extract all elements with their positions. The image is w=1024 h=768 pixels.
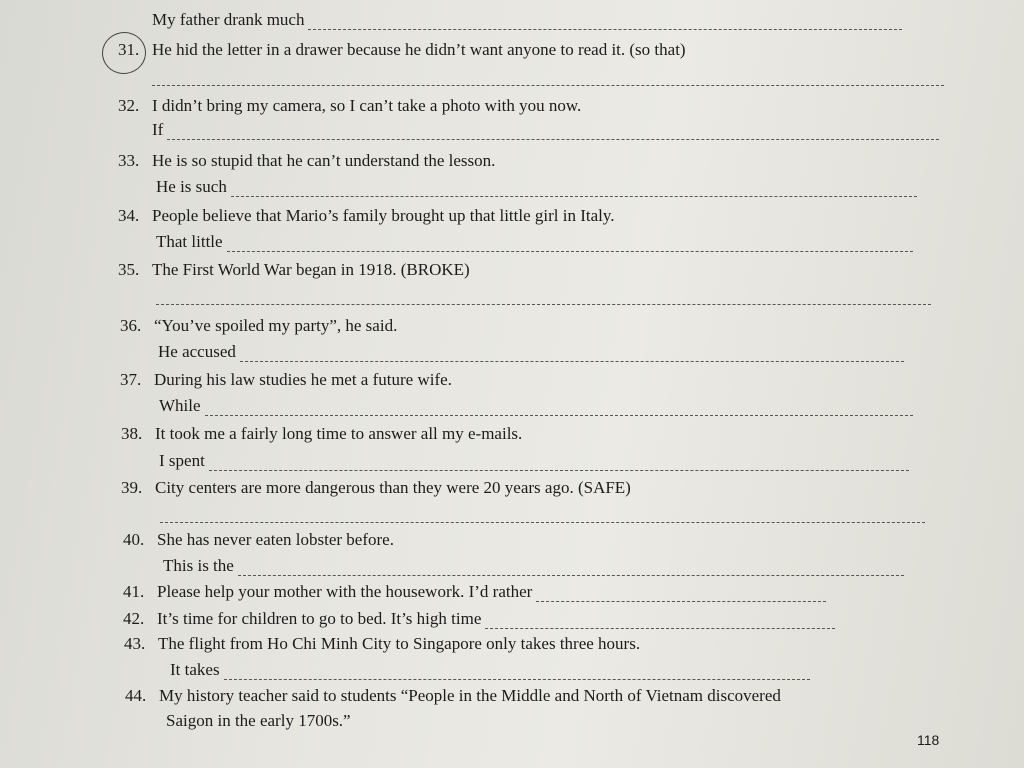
answer-blank[interactable]	[308, 13, 902, 30]
answer-line	[163, 556, 904, 576]
question-31	[118, 40, 686, 60]
prompt-text: This is the	[163, 556, 234, 575]
question-number: 31.	[118, 40, 140, 59]
question-number: 36.	[120, 316, 142, 335]
answer-blank[interactable]	[240, 345, 904, 362]
question-text: During his law studies he met a future wife.	[154, 370, 452, 389]
answer-blank[interactable]	[485, 612, 835, 629]
question-38	[121, 424, 522, 444]
question-number: 39.	[121, 478, 143, 497]
answer-line	[156, 177, 917, 197]
question-number: 33.	[118, 151, 140, 170]
answer-line	[156, 232, 913, 252]
question-text: It’s time for children to go to bed. It’s high time	[157, 609, 482, 628]
answer-blank[interactable]	[231, 180, 917, 197]
question-text: Please help your mother with the housework. I’d rather	[157, 582, 533, 601]
question-35	[118, 260, 470, 280]
question-text: I didn’t bring my camera, so I can’t take a photo with you now.	[152, 96, 582, 115]
prompt-text: While	[159, 396, 201, 415]
question-39	[121, 478, 631, 498]
answer-blank[interactable]	[205, 399, 913, 416]
answer-line	[152, 10, 902, 30]
question-text: He is so stupid that he can’t understand the lesson.	[152, 151, 496, 170]
question-text: My history teacher said to students “People in the Middle and North of Vietnam discovered	[159, 686, 781, 705]
question-44-continued	[166, 711, 351, 731]
question-text: It took me a fairly long time to answer all my e-mails.	[155, 424, 523, 443]
question-43	[124, 634, 640, 654]
prompt-text: He is such	[156, 177, 227, 196]
prompt-text: He accused	[158, 342, 236, 361]
question-text: He hid the letter in a drawer because he didn’t want anyone to read it. (so that)	[152, 40, 686, 59]
answer-line	[159, 451, 909, 471]
page-number: 118	[917, 732, 940, 748]
prompt-text: I spent	[159, 451, 205, 470]
answer-blank[interactable]	[167, 123, 939, 140]
question-number: 34.	[118, 206, 140, 225]
question-text: “You’ve spoiled my party”, he said.	[154, 316, 398, 335]
question-text: The First World War began in 1918. (BROKE)	[152, 260, 470, 279]
answer-blank[interactable]	[227, 235, 913, 252]
question-number: 43.	[124, 634, 146, 653]
question-text: She has never eaten lobster before.	[157, 530, 394, 549]
question-text: The flight from Ho Chi Minh City to Singapore only takes three hours.	[158, 634, 641, 653]
prompt-text: That little	[156, 232, 223, 251]
question-text: City centers are more dangerous than they were 20 years ago. (SAFE)	[155, 478, 631, 497]
question-number: 41.	[123, 582, 145, 601]
question-33	[118, 151, 495, 171]
question-number: 37.	[120, 370, 142, 389]
question-40	[123, 530, 394, 550]
question-number: 44.	[125, 686, 147, 705]
prompt-text: It takes	[170, 660, 220, 679]
answer-line	[170, 660, 810, 680]
prompt-text: If	[152, 120, 164, 139]
question-41	[123, 582, 826, 602]
question-text: People believe that Mario’s family brought up that little girl in Italy.	[152, 206, 615, 225]
question-number: 35.	[118, 260, 140, 279]
answer-blank[interactable]	[209, 454, 909, 471]
question-32	[118, 96, 581, 116]
question-37	[120, 370, 452, 390]
question-number: 42.	[123, 609, 145, 628]
question-text: Saigon in the early 1700s.”	[166, 711, 351, 730]
question-42	[123, 609, 835, 629]
question-36	[120, 316, 397, 336]
question-number: 32.	[118, 96, 140, 115]
answer-blank[interactable]	[224, 663, 810, 680]
answer-blank[interactable]	[152, 84, 944, 86]
question-number: 40.	[123, 530, 145, 549]
answer-blank[interactable]	[160, 521, 925, 523]
answer-blank[interactable]	[238, 559, 904, 576]
prompt-text: My father drank much	[152, 10, 305, 29]
answer-blank[interactable]	[156, 303, 931, 305]
question-number: 38.	[121, 424, 143, 443]
answer-blank[interactable]	[536, 585, 826, 602]
question-44	[125, 686, 781, 706]
answer-line	[152, 120, 939, 140]
question-34	[118, 206, 615, 226]
answer-line	[158, 342, 904, 362]
answer-line	[159, 396, 913, 416]
